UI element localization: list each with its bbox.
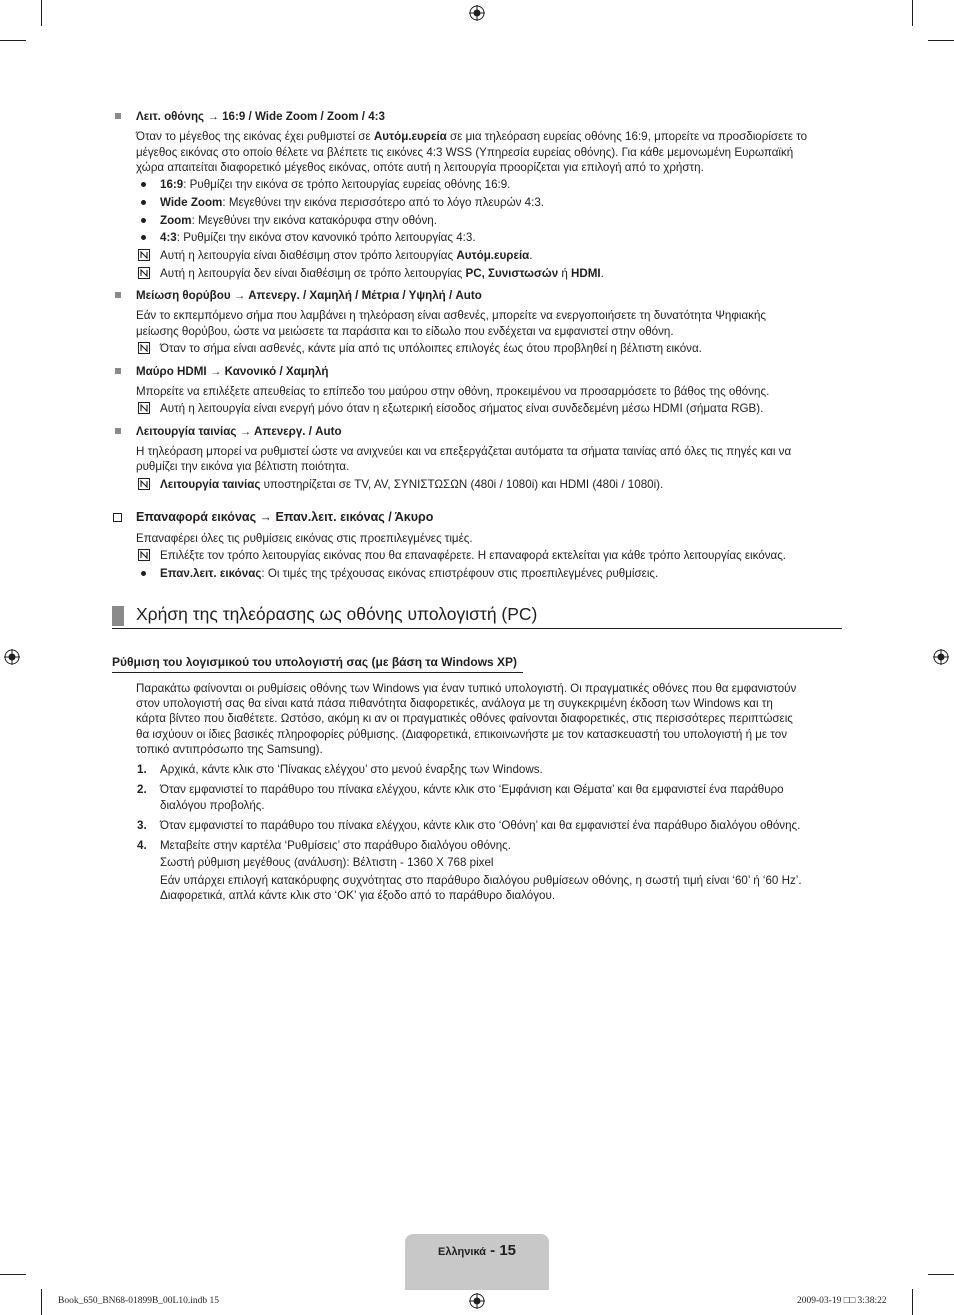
bullet-icon: [141, 182, 146, 187]
step-text: Μεταβείτε στην καρτέλα ‘Ρυθμίσεις’ στο παράθυρο διαλόγου οθόνης.: [160, 839, 511, 852]
print-date-info: 2009-03-19 □□ 3:38:22: [797, 1296, 887, 1306]
paragraph-line: μείωσης θορύβου, ώστε να μειώσετε τα παράσιτα και το είδωλο που ενδέχεται να εμφανιστεί στην οθόνη.: [136, 325, 674, 338]
step-number: 2.: [137, 783, 147, 796]
paragraph-line: Μπορείτε να επιλέξετε απευθείας το επίπεδο του μαύρου στην οθόνη, προκειμένου να προσαρμόσετε το βάθος της οθόνης.: [136, 385, 770, 398]
list-item: 16:9: Ρυθμίζει την εικόνα σε τρόπο λειτουργίας ευρείας οθόνης 16:9.: [160, 178, 511, 191]
paragraph-line: Η τηλεόραση μπορεί να ρυθμιστεί ώστε να ανιχνεύει και να επεξεργάζεται αυτόματα τα σήματα ταινίας από όλες τις πηγές και να: [136, 445, 792, 458]
square-bullet-icon: [115, 428, 121, 434]
square-bullet-icon: [115, 113, 121, 119]
crop-mark: [928, 40, 954, 41]
note-text: Επιλέξτε τον τρόπο λειτουργίας εικόνας που θα επαναφέρετε. Η επαναφορά εκτελείται για κάθε τρόπο λειτουργίας εικόνας.: [160, 549, 787, 562]
note-text: Όταν το σήμα είναι ασθενές, κάντε μία από τις υπόλοιπες επιλογές έως ότου προβληθεί η βέλτιστη εικόνα.: [160, 342, 702, 355]
step-text: Διαφορετικά, απλά κάντε κλικ στο ‘OK’ για έξοδο από το παράθυρο διαλόγου.: [160, 889, 556, 902]
crop-mark: [41, 0, 42, 26]
square-bullet-icon: [115, 292, 121, 298]
note-text: Αυτή η λειτουργία είναι ενεργή μόνο όταν η εξωτερική είσοδος σήματος είναι συνδεδεμένη μέσω HDMI (σήματα RGB).: [160, 402, 764, 415]
checkbox-bullet-icon: [113, 513, 122, 522]
section-heading: Μείωση θορύβου → Απενεργ. / Χαμηλή / Μέτρια / Υψηλή / Auto: [136, 289, 482, 302]
paragraph-line: τοπικό αντιπρόσωπο της Samsung).: [136, 743, 323, 756]
section-heading: Μαύρο HDMI → Κανονικό / Χαμηλή: [136, 365, 329, 378]
sub-heading: Ρύθμιση του λογισμικού του υπολογιστή σας (με βάση τα Windows XP): [112, 655, 518, 669]
reset-heading: Επαναφορά εικόνας → Επαν.λειτ. εικόνας / Άκυρο: [136, 510, 434, 524]
registration-mark-icon: [4, 649, 20, 665]
paragraph-line: Παρακάτω φαίνονται οι ρυθμίσεις οθόνης των Windows για έναν τυπικό υπολογιστή. Οι πραγματικές οθόνες που θα εμφανιστούν: [136, 682, 797, 695]
registration-mark-icon: [469, 5, 485, 21]
paragraph-line: χώρα απαιτείται διαφορετικό μέγεθος εικόνας, οπότε αυτή η λειτουργία προορίζεται για επιλογή από το χρήστη.: [136, 161, 704, 174]
paragraph-line: Όταν το μέγεθος της εικόνας έχει ρυθμιστεί σε Αυτόμ.ευρεία σε μια τηλεόραση ευρείας οθόνης 16:9, μπορείτε να προσδιορίσετε το: [136, 130, 808, 143]
list-item: Zoom: Μεγεθύνει την εικόνα κατακόρυφα στην οθόνη.: [160, 214, 437, 227]
step-number: 4.: [137, 839, 147, 852]
paragraph-line: Επαναφέρει όλες τις ρυθμίσεις εικόνας στις προεπιλεγμένες τιμές.: [136, 532, 473, 545]
step-text: Αρχικά, κάντε κλικ στο ‘Πίνακας ελέγχου’ στο μενού έναρξης των Windows.: [160, 763, 543, 776]
note-icon: [138, 478, 150, 490]
page-section-title: Χρήση της τηλεόρασης ως οθόνης υπολογιστή (PC): [136, 604, 538, 624]
registration-mark-icon: [933, 649, 949, 665]
crop-mark: [41, 1289, 42, 1315]
crop-mark: [928, 1274, 954, 1275]
note-text: Αυτή η λειτουργία είναι διαθέσιμη στον τρόπο λειτουργίας Αυτόμ.ευρεία.: [160, 249, 533, 262]
step-text: Όταν εμφανιστεί το παράθυρο του πίνακα ελέγχου, κάντε κλικ στο ‘Εμφάνιση και Θέματα’ και θα εμφανιστεί ένα παράθυρο: [160, 783, 784, 796]
section-marker: [112, 606, 124, 626]
registration-mark-icon: [469, 1293, 485, 1309]
page-number: Ελληνικά - 15: [437, 1242, 517, 1259]
section-heading: Λειτουργία ταινίας → Απενεργ. / Auto: [136, 425, 342, 438]
page-number-tab: [405, 1234, 549, 1290]
paragraph-line: κάρτα βίντεο που διαθέτετε. Ωστόσο, ακόμη κι αν οι πραγματικές οθόνες φαίνονται διαφορετικές, στις περισσότερες περιπτώσεις: [136, 712, 793, 725]
list-item: 4:3: Ρυθμίζει την εικόνα στον κανονικό τρόπο λειτουργίας 4:3.: [160, 231, 476, 244]
bullet-icon: [141, 218, 146, 223]
note-icon: [138, 342, 150, 354]
note-icon: [138, 267, 150, 279]
step-number: 1.: [137, 763, 147, 776]
step-text: Σωστή ρύθμιση μεγέθους (ανάλυση): Βέλτιστη - 1360 X 768 pixel: [160, 856, 494, 869]
paragraph-line: μέγεθος εικόνας στο οποίο θέλετε να βλέπετε τις εικόνες 4:3 WSS (Υπηρεσία ευρείας οθόνης). Για κάθε μεμονωμένη Ευρωπαϊκή: [136, 146, 794, 159]
note-text: Λειτουργία ταινίας υποστηρίζεται σε TV, AV, ΣΥΝΙΣΤΩΣΩΝ (480i / 1080i) και HDMI (480i / 1080i).: [160, 478, 664, 491]
paragraph-line: ρυθμίζει την εικόνα για βέλτιστη ποιότητα.: [136, 460, 350, 473]
list-item: Wide Zoom: Μεγεθύνει την εικόνα περισσότερο από το λόγο πλευρών 4:3.: [160, 196, 545, 209]
note-icon: [138, 249, 150, 261]
step-number: 3.: [137, 819, 147, 832]
step-text: Εάν υπάρχει επιλογή κατακόρυφης συχνότητας στο παράθυρο διαλόγου ρυθμίσεων οθόνης, η σωστή τιμή είναι ‘60’ ή ‘60 Hz’.: [160, 874, 802, 887]
list-item: Επαν.λειτ. εικόνας: Οι τιμές της τρέχουσας εικόνας επιστρέφουν στις προεπιλεγμένες ρυθμίσεις.: [160, 567, 659, 580]
crop-mark: [912, 0, 913, 26]
divider: [112, 628, 842, 629]
paragraph-line: θα ισχύουν οι ίδιες βασικές πληροφορίες ρύθμισης. (Διαφορετικά, επικοινωνήστε με τον κατασκευαστή του υπολογιστή ή με τον: [136, 728, 787, 741]
crop-mark: [912, 1289, 913, 1315]
underline: [112, 672, 523, 673]
bullet-icon: [141, 200, 146, 205]
section-heading: Λειτ. οθόνης → 16:9 / Wide Zoom / Zoom / 4:3: [136, 110, 385, 123]
note-text: Αυτή η λειτουργία δεν είναι διαθέσιμη σε τρόπο λειτουργίας PC, Συνιστωσών ή HDMI.: [160, 267, 604, 280]
paragraph-line: Εάν το εκπεμπόμενο σήμα που λαμβάνει η τηλεόραση είναι ασθενές, μπορείτε να ενεργοποιήσετε τη δυνατότητα Ψηφιακής: [136, 309, 766, 322]
note-icon: [138, 549, 150, 561]
step-text: διαλόγου προβολής.: [160, 799, 265, 812]
bullet-icon: [141, 235, 146, 240]
print-file-info: Book_650_BN68-01899B_00L10.indb 15: [58, 1296, 219, 1306]
square-bullet-icon: [115, 368, 121, 374]
note-icon: [138, 402, 150, 414]
paragraph-line: στον υπολογιστή σας θα είναι κατά πάσα πιθανότητα διαφορετικές, ανάλογα με τη συγκεκριμένη έκδοση των Windows και τη: [136, 697, 773, 710]
bullet-icon: [141, 571, 146, 576]
crop-mark: [0, 1274, 26, 1275]
step-text: Όταν εμφανιστεί το παράθυρο του πίνακα ελέγχου, κάντε κλικ στο ‘Οθόνη’ και θα εμφανιστεί ένα παράθυρο διαλόγου οθόνης.: [160, 819, 801, 832]
crop-mark: [0, 40, 26, 41]
